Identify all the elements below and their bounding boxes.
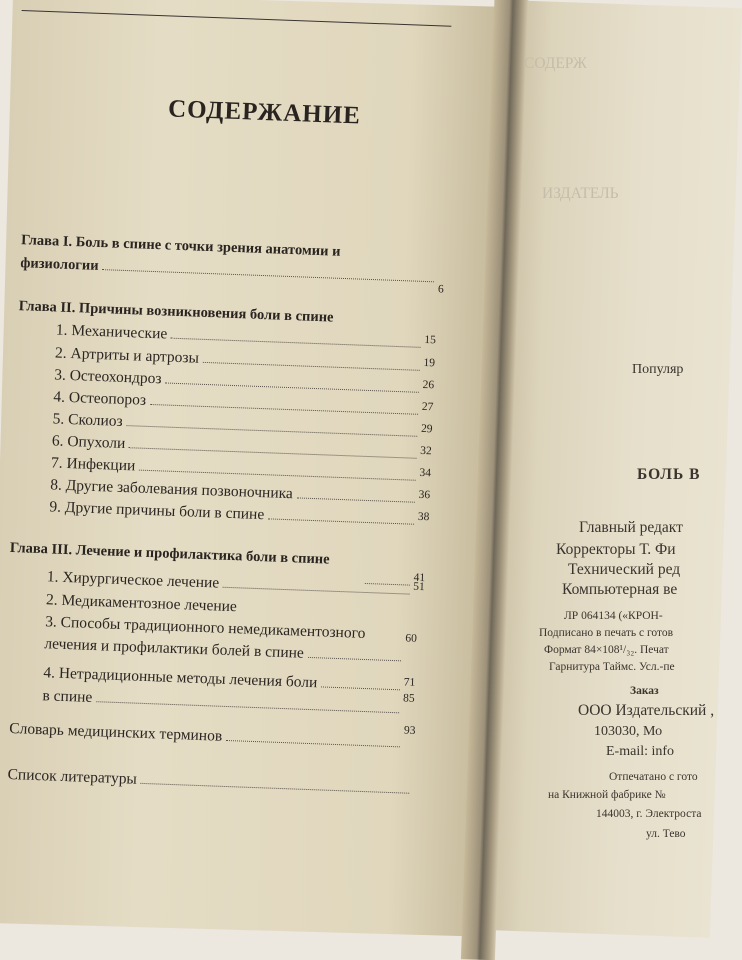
right-typeface: Гарнитура Таймс. Усл.-пе bbox=[549, 661, 675, 673]
right-computer-layout: Компьютерная ве bbox=[562, 581, 678, 598]
page-number: 32 bbox=[420, 444, 432, 458]
leader-dots bbox=[308, 657, 401, 661]
entry-label: 4. Нетрадиционные методы лечения боли bbox=[43, 664, 318, 692]
page-number: 15 bbox=[424, 333, 437, 347]
right-factory: на Книжной фабрике № bbox=[548, 789, 666, 801]
page-number: 38 bbox=[417, 510, 430, 524]
page-number: 36 bbox=[418, 488, 431, 502]
right-signed: Подписано в печать с готов bbox=[539, 627, 674, 639]
page-number: 6 bbox=[437, 283, 444, 296]
leader-dots bbox=[223, 587, 409, 595]
page-number: 85 bbox=[402, 692, 415, 705]
leader-dots bbox=[96, 701, 398, 713]
page-number: 27 bbox=[421, 400, 434, 414]
right-tech-editor: Технический ред bbox=[568, 561, 681, 578]
page-number: 71 bbox=[403, 676, 416, 689]
page-number: 60 bbox=[405, 632, 418, 645]
entry-label: 8. Другие заболевания позвоночника bbox=[49, 476, 294, 503]
right-city: 144003, г. Электроста bbox=[596, 808, 702, 820]
leader-dots bbox=[141, 783, 409, 794]
right-editor: Главный редакт bbox=[579, 519, 683, 536]
chapter-1-title-line1: Глава I. Боль в спине с точки зрения анатомии и bbox=[20, 232, 341, 260]
leader-dots bbox=[102, 269, 434, 282]
right-book-title: БОЛЬ В bbox=[637, 466, 701, 483]
leader-dots bbox=[171, 338, 420, 348]
right-email: E-mail: info bbox=[606, 744, 675, 759]
page-number: 29 bbox=[420, 422, 433, 436]
page-number: 93 bbox=[403, 724, 416, 737]
toc-entry-glossary bbox=[9, 718, 415, 753]
right-street: ул. Тево bbox=[646, 828, 686, 840]
right-license: ЛР 064134 («КРОН- bbox=[564, 610, 663, 622]
page-number: 26 bbox=[422, 378, 435, 392]
toc-entry-references bbox=[7, 764, 413, 799]
right-format: Формат 84×108¹/₃₂. Печат bbox=[544, 644, 669, 656]
right-popular: Популяр bbox=[632, 362, 684, 377]
leader-dots bbox=[321, 686, 399, 690]
leader-dots bbox=[297, 497, 415, 502]
right-publisher: ООО Издательский , bbox=[578, 702, 715, 719]
entry-label: 1. Хирургическое лечение bbox=[46, 568, 220, 592]
chapter-2-title: Глава II. Причины возникновения боли в спине bbox=[18, 298, 334, 326]
right-printed: Отпечатано с гото bbox=[609, 771, 698, 783]
leader-dots bbox=[268, 518, 413, 524]
entry-label: Словарь медицинских терминов bbox=[8, 720, 223, 745]
chapter-1-title-line2: физиологии bbox=[20, 255, 99, 274]
entry-label: лечения и профилактики болей в спине bbox=[44, 635, 305, 662]
entry-label: 2. Артриты и артрозы bbox=[54, 344, 200, 367]
entry-label: 1. Механические bbox=[55, 321, 168, 343]
right-address: 103030, Мо bbox=[594, 724, 663, 739]
header-rule bbox=[22, 10, 452, 27]
leader-dots bbox=[203, 362, 419, 371]
entry-label: 7. Инфекции bbox=[50, 454, 136, 475]
chapter-1-entry bbox=[20, 252, 444, 296]
toc-entry-line1: 3. Способы традиционного немедикаментозного bbox=[44, 613, 366, 643]
entry-label: 2. Медикаментозное лечение bbox=[45, 591, 238, 616]
page-number: 41 bbox=[413, 571, 426, 585]
right-order: Заказ bbox=[630, 685, 659, 697]
page-number: 34 bbox=[419, 466, 432, 480]
entry-label: Список литературы bbox=[7, 765, 138, 788]
page-title: СОДЕРЖАНИЕ bbox=[167, 95, 362, 130]
right-bleed-text: ИЗДАТЕЛЬ bbox=[542, 185, 619, 202]
entry-label: 3. Остеохондроз bbox=[53, 366, 162, 388]
entry-label: 5. Сколиоз bbox=[52, 410, 123, 430]
right-bleed-text: СОДЕРЖ bbox=[524, 55, 587, 72]
chapter-3-title: Глава III. Лечение и профилактика боли в спине bbox=[9, 539, 330, 568]
right-correctors: Корректоры Т. Фи bbox=[556, 541, 676, 558]
page-number: 19 bbox=[423, 356, 436, 370]
entry-label: 6. Опухоли bbox=[51, 432, 126, 453]
entry-label: 4. Остеопороз bbox=[53, 388, 147, 409]
page-number: 51 bbox=[413, 580, 425, 594]
leader-dots bbox=[226, 740, 399, 747]
entry-label: в спине bbox=[42, 687, 93, 707]
entry-label: 9. Другие причины боли в спине bbox=[49, 498, 265, 524]
